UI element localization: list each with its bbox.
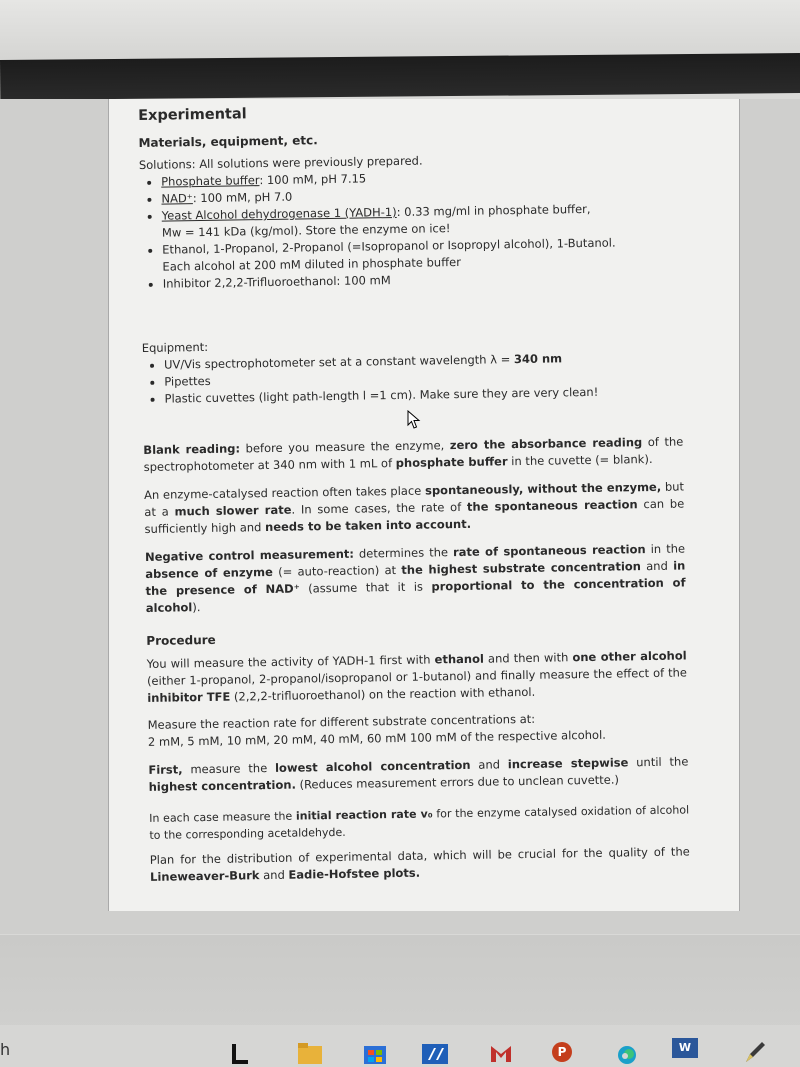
powerpoint-icon[interactable]: P (552, 1042, 572, 1062)
app-icon[interactable] (422, 1038, 448, 1064)
blank-reading-paragraph: Blank reading: before you measure the enzyme, zero the absorbance reading of the spectrophotometer at 340 nm with 1 mL of phosphate buffer in the cuvette (= blank). (143, 434, 684, 474)
window-title-bar (0, 53, 800, 100)
procedure-paragraph-5: Plan for the distribution of experimental data, which will be crucial for the quality of the Lineweaver-Burk and Eadie-Hofstee plots. (149, 844, 690, 884)
procedure-paragraph-3: First, measure the lowest alcohol concentration and increase stepwise until the highest concentration. (Reduces measurement errors due to unclean cuvette.) (148, 754, 689, 794)
pen-icon[interactable] (742, 1038, 768, 1064)
list-item: • Inhibitor 2,2,2-Trifluoroethanol: 100 mM (163, 267, 681, 292)
procedure-heading: Procedure (146, 632, 216, 648)
solutions-list (139, 166, 681, 293)
list-item: • Pipettes (164, 365, 682, 390)
store-icon[interactable] (362, 1038, 388, 1064)
list-item: • Plastic cuvettes (light path-length l =1 cm). Make sure they are very clean! (164, 382, 682, 407)
procedure-paragraph-2: Measure the reaction rate for different substrate concentrations at: 2 mM, 5 mM, 10 mM, 20 mM, 40 mM, 60 mM 100 mM of the respective alcohol. (147, 711, 606, 749)
spontaneous-paragraph: An enzyme-catalysed reaction often takes place spontaneously, without the enzyme, but at a much slower rate. In some cases, the rate of the spontaneous reaction can be sufficiently high and needs to be taken into account. (143, 479, 685, 536)
mouse-cursor-icon (407, 410, 421, 430)
procedure-paragraph-4: In each case measure the initial reaction rate v₀ for the enzyme catalysed oxidation of alcohol to the corresponding acetaldehyde. (149, 803, 690, 842)
list-item: • UV/Vis spectrophotometer set at a constant wavelength λ = 340 nm (164, 348, 682, 373)
mail-icon[interactable] (488, 1038, 514, 1064)
file-explorer-icon[interactable] (228, 1038, 254, 1064)
list-item: • NAD⁺: 100 mM, pH 7.0 (161, 183, 679, 208)
list-item: • Yeast Alcohol dehydrogenase 1 (YADH-1): 0.33 mg/ml in phosphate buffer, Mw = 141 kDa (kg/mol). Store the enzyme on ice! (162, 200, 680, 242)
procedure-paragraph-1: You will measure the activity of YADH-1 first with ethanol and then with one other alcohol (either 1-propanol, 2-propanol/isopropanol or 1-butanol) and finally measure the effect of the inhibitor TFE (2,2,2-trifluoroethanol) on the reaction with ethanol. (146, 648, 688, 705)
solutions-intro: Solutions: All solutions were previously prepared. (138, 153, 423, 172)
word-icon[interactable]: W (672, 1038, 698, 1058)
materials-heading: Materials, equipment, etc. (138, 133, 318, 150)
edge-icon[interactable] (614, 1038, 640, 1064)
search-text[interactable]: h (0, 1040, 11, 1059)
section-title: Experimental (138, 106, 247, 124)
list-item: • Phosphate buffer: 100 mM, pH 7.15 (161, 166, 679, 191)
folder-icon[interactable] (296, 1038, 322, 1064)
equipment-heading: Equipment: (141, 339, 209, 355)
equipment-list (142, 348, 683, 407)
list-item: • Ethanol, 1-Propanol, 2-Propanol (=Isopropanol or Isopropyl alcohol), 1-Butanol. Each alcohol at 200 mM diluted in phosphate buffer (162, 234, 680, 276)
negative-control-paragraph: Negative control measurement: determines the rate of spontaneous reaction in the absence of enzyme (= auto-reaction) at the highest substrate concentration and in the presence of NAD⁺ (assume that it is proportional to the concentration of alcohol). (144, 541, 686, 615)
document-content (138, 99, 705, 898)
